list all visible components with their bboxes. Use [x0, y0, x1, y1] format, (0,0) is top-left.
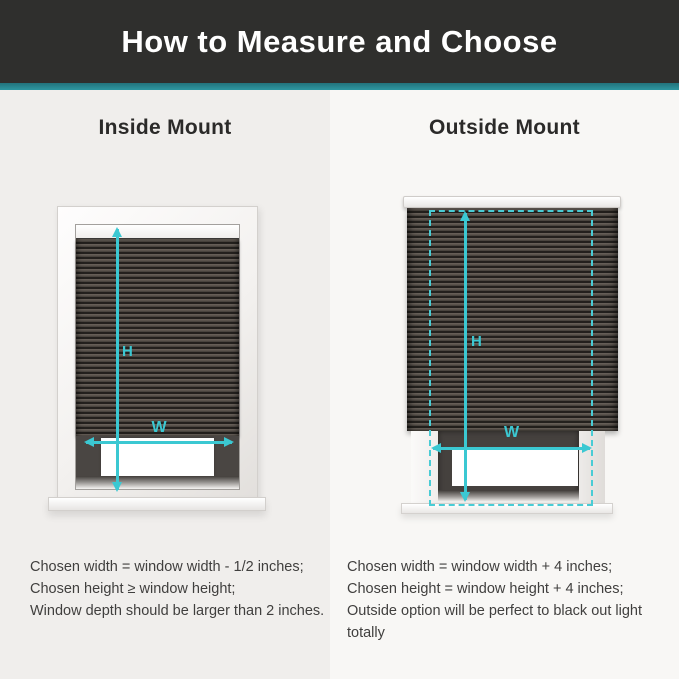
inside-window-sill: [48, 497, 266, 511]
note-line: Chosen width = window width - 1/2 inches;: [30, 559, 304, 575]
outside-blind-headrail: [403, 196, 621, 208]
inside-mount-title: Inside Mount: [98, 116, 232, 139]
inside-window-sill-slope: [76, 476, 239, 489]
outside-height-arrow-line: [464, 213, 467, 500]
inside-window-frame: [57, 206, 258, 503]
outside-width-label: W: [503, 424, 520, 441]
arrowhead-down-icon: [112, 482, 122, 492]
header-divider: [0, 83, 679, 90]
outside-mount-notes: [347, 556, 679, 644]
arrowhead-left-icon: [431, 443, 441, 453]
page-title: How to Measure and Choose: [121, 24, 558, 59]
note-line: Window depth should be larger than 2 inches.: [30, 603, 325, 619]
inside-window-opening: [75, 224, 240, 490]
inside-height-arrow-line: [116, 229, 119, 490]
note-line: Chosen height = window height + 4 inches;: [347, 581, 624, 597]
arrowhead-up-icon: [460, 211, 470, 221]
inside-blind-headrail: [76, 225, 239, 239]
inside-blind-shade: [76, 239, 239, 436]
arrowhead-down-icon: [460, 492, 470, 502]
arrowhead-right-icon: [224, 437, 234, 447]
outside-width-arrow-line: [433, 447, 590, 450]
inside-mount-notes: [30, 556, 324, 622]
outside-mount-title: Outside Mount: [429, 116, 580, 139]
inside-height-label: H: [122, 343, 133, 360]
inside-width-arrow: [84, 437, 234, 448]
note-line: Chosen height ≥ window height;: [30, 581, 236, 597]
header-banner: [0, 0, 679, 83]
outside-width-arrow: [431, 443, 592, 454]
note-line: Outside option will be perfect to black out light totally: [347, 603, 642, 641]
outside-height-label: H: [471, 333, 482, 350]
outside-measure-outline: [429, 210, 593, 506]
arrowhead-left-icon: [84, 437, 94, 447]
outside-height-arrow: [460, 211, 471, 502]
note-line: Chosen width = window width + 4 inches;: [347, 559, 613, 575]
inside-width-label: W: [151, 419, 167, 436]
arrowhead-right-icon: [582, 443, 592, 453]
inside-width-arrow-line: [86, 441, 232, 444]
arrowhead-up-icon: [112, 227, 122, 237]
